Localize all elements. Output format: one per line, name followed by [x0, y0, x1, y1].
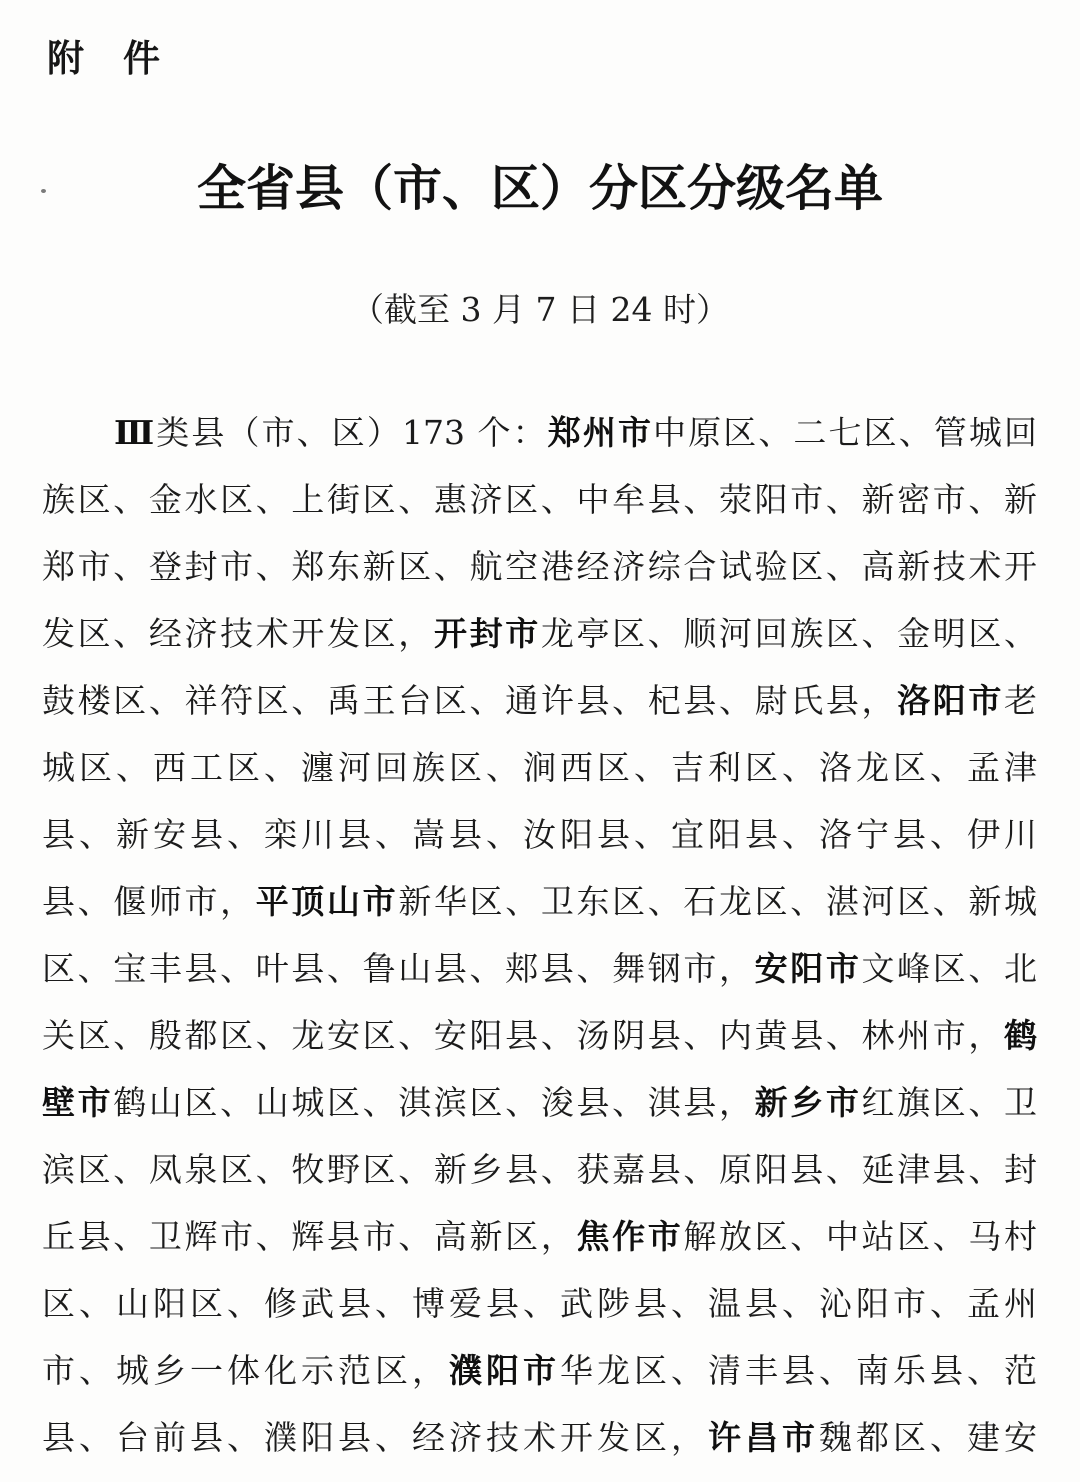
- page-subtitle: （截至 3 月 7 日 24 时）: [351, 290, 729, 329]
- page-title: 全省县（市、区）分区分级名单: [196, 159, 883, 217]
- text-run: 解放区、中站区、马村: [683, 1217, 1038, 1256]
- text-run: 滨区、凤泉区、牧野区、新乡县、获嘉县、原阳县、延津县、封: [42, 1150, 1037, 1189]
- text-run-bold: 焦作市: [576, 1217, 684, 1256]
- text-run: 发区、经济技术开发区，: [42, 614, 434, 653]
- text-line: [42, 868, 1037, 935]
- text-line: [42, 533, 1037, 600]
- text-line: [42, 1270, 1037, 1337]
- text-run: 丘县、卫辉市、辉县市、高新区，: [42, 1217, 577, 1256]
- text-run: 红旗区、卫: [861, 1083, 1038, 1122]
- text-run-bold: 鹤: [1004, 1016, 1037, 1055]
- text-run: 县、偃师市，: [42, 882, 256, 921]
- text-run: 区、宝丰县、叶县、鲁山县、郏县、舞钢市，: [42, 949, 755, 988]
- text-run: 鼓楼区、祥符区、禹王台区、通许县、杞县、尉氏县，: [42, 681, 898, 720]
- text-run: 华龙区、清丰县、南乐县、范: [560, 1351, 1037, 1390]
- text-run: 县、台前县、濮阳县、经济技术开发区，: [42, 1418, 708, 1457]
- attachment-label: 附 件: [47, 37, 161, 80]
- text-line: [42, 667, 1037, 734]
- text-run: 区、山阳区、修武县、博爱县、武陟县、温县、沁阳市、孟州: [42, 1284, 1037, 1323]
- text-run: 县、新安县、栾川县、嵩县、汝阳县、宜阳县、洛宁县、伊川: [42, 815, 1037, 854]
- text-line: [42, 1337, 1037, 1404]
- text-run: 新华区、卫东区、石龙区、湛河区、新城: [398, 882, 1038, 921]
- text-run: 老: [1004, 681, 1038, 720]
- text-run: 城区、西工区、瀍河回族区、涧西区、吉利区、洛龙区、孟津: [42, 748, 1037, 787]
- text-line: [42, 1404, 1037, 1471]
- text-run-bold: 洛阳市: [897, 681, 1005, 720]
- text-run: 市、城乡一体化示范区，: [42, 1351, 449, 1390]
- document-body-text: [42, 399, 1037, 1471]
- text-run: 文峰区、北: [861, 949, 1038, 988]
- text-run-bold: 濮阳市: [449, 1351, 560, 1390]
- text-run: 关区、殷都区、龙安区、安阳县、汤阴县、内黄县、林州市，: [42, 1016, 1004, 1055]
- text-run-bold: 新乡市: [754, 1083, 862, 1122]
- text-run-bold: Ⅲ: [114, 413, 157, 452]
- text-run: 中原区、二七区、管城回: [653, 413, 1038, 452]
- text-line: [42, 1069, 1037, 1136]
- text-line: [42, 399, 1037, 466]
- text-run-bold: 郑州市: [547, 413, 654, 452]
- text-run-bold: 开封市: [433, 614, 541, 653]
- text-line: [42, 734, 1037, 801]
- text-run: 魏都区、建安: [819, 1418, 1037, 1457]
- text-run-bold: 许昌市: [708, 1418, 819, 1457]
- text-run: 郑市、登封市、郑东新区、航空港经济综合试验区、高新技术开: [42, 547, 1037, 586]
- text-line: [42, 935, 1037, 1002]
- text-run: 鹤山区、山城区、淇滨区、浚县、淇县，: [113, 1083, 755, 1122]
- text-run-bold: 壁市: [42, 1083, 114, 1122]
- text-run-bold: 安阳市: [754, 949, 862, 988]
- text-line: [42, 1002, 1037, 1069]
- text-line: [42, 801, 1037, 868]
- text-line: [42, 466, 1037, 533]
- text-line: [42, 600, 1037, 667]
- text-run: 族区、金水区、上街区、惠济区、中牟县、荥阳市、新密市、新: [42, 480, 1037, 519]
- text-run: 类县（市、区）173 个：: [156, 413, 548, 452]
- text-run-bold: 平顶山市: [255, 882, 399, 921]
- text-line: [42, 1136, 1037, 1203]
- text-line: [42, 1203, 1037, 1270]
- text-run: 龙亭区、顺河回族区、金明区、: [540, 614, 1038, 653]
